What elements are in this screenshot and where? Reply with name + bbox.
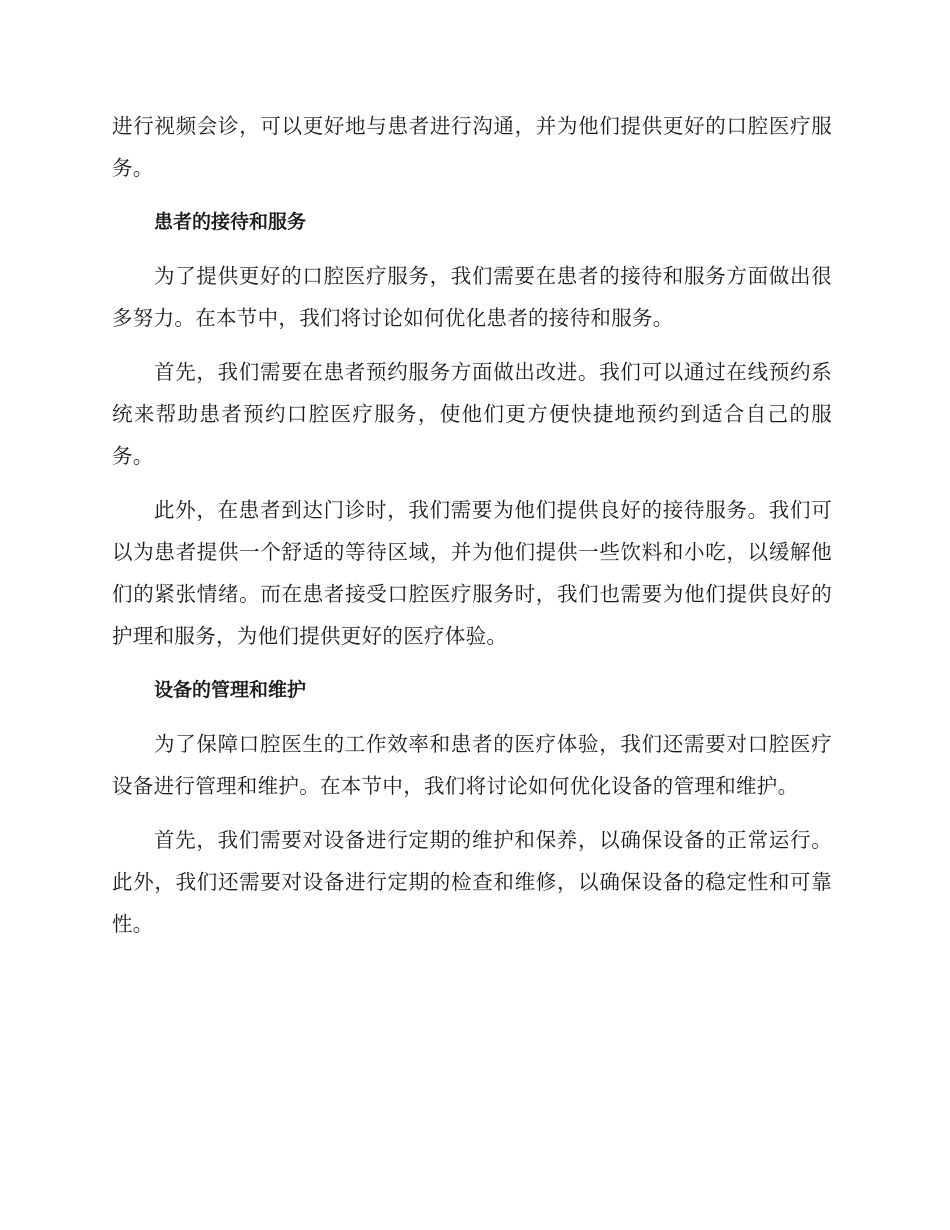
spacer bbox=[112, 243, 832, 255]
spacer bbox=[112, 657, 832, 669]
paragraph-arrival-service: 此外，在患者到达门诊时，我们需要为他们提供良好的接待服务。我们可以为患者提供一个舒适的等待区域，并为他们提供一些饮料和小吃，以缓解他们的紧张情绪。而在患者接受口腔医疗服务时，我们也需要为他们提供良好的护理和服务，为他们提供更好的医疗体验。 bbox=[112, 498, 832, 648]
spacer bbox=[112, 711, 832, 723]
section-heading-patient-reception: 患者的接待和服务 bbox=[154, 211, 307, 233]
paragraph-equipment-maintenance: 首先，我们需要对设备进行定期的维护和保养，以确保设备的正常运行。此外，我们还需要对设备进行定期的检查和维修，以确保设备的稳定性和可靠性。 bbox=[112, 828, 832, 936]
spacer bbox=[112, 807, 832, 819]
paragraph-video-consultation: 进行视频会诊，可以更好地与患者进行沟通，并为他们提供更好的口腔医疗服务。 bbox=[112, 114, 832, 180]
paragraph-reception-intro: 为了提供更好的口腔医疗服务，我们需要在患者的接待和服务方面做出很多努力。在本节中，我们将讨论如何优化患者的接待和服务。 bbox=[112, 264, 832, 330]
document-page bbox=[112, 105, 832, 945]
paragraph-equipment-intro: 为了保障口腔医生的工作效率和患者的医疗体验，我们还需要对口腔医疗设备进行管理和维护。在本节中，我们将讨论如何优化设备的管理和维护。 bbox=[112, 732, 832, 798]
section-heading-equipment-management: 设备的管理和维护 bbox=[154, 679, 307, 701]
spacer bbox=[112, 189, 832, 201]
spacer bbox=[112, 339, 832, 351]
spacer bbox=[112, 477, 832, 489]
paragraph-online-booking: 首先，我们需要在患者预约服务方面做出改进。我们可以通过在线预约系统来帮助患者预约口腔医疗服务，使他们更方便快捷地预约到适合自己的服务。 bbox=[112, 360, 832, 468]
